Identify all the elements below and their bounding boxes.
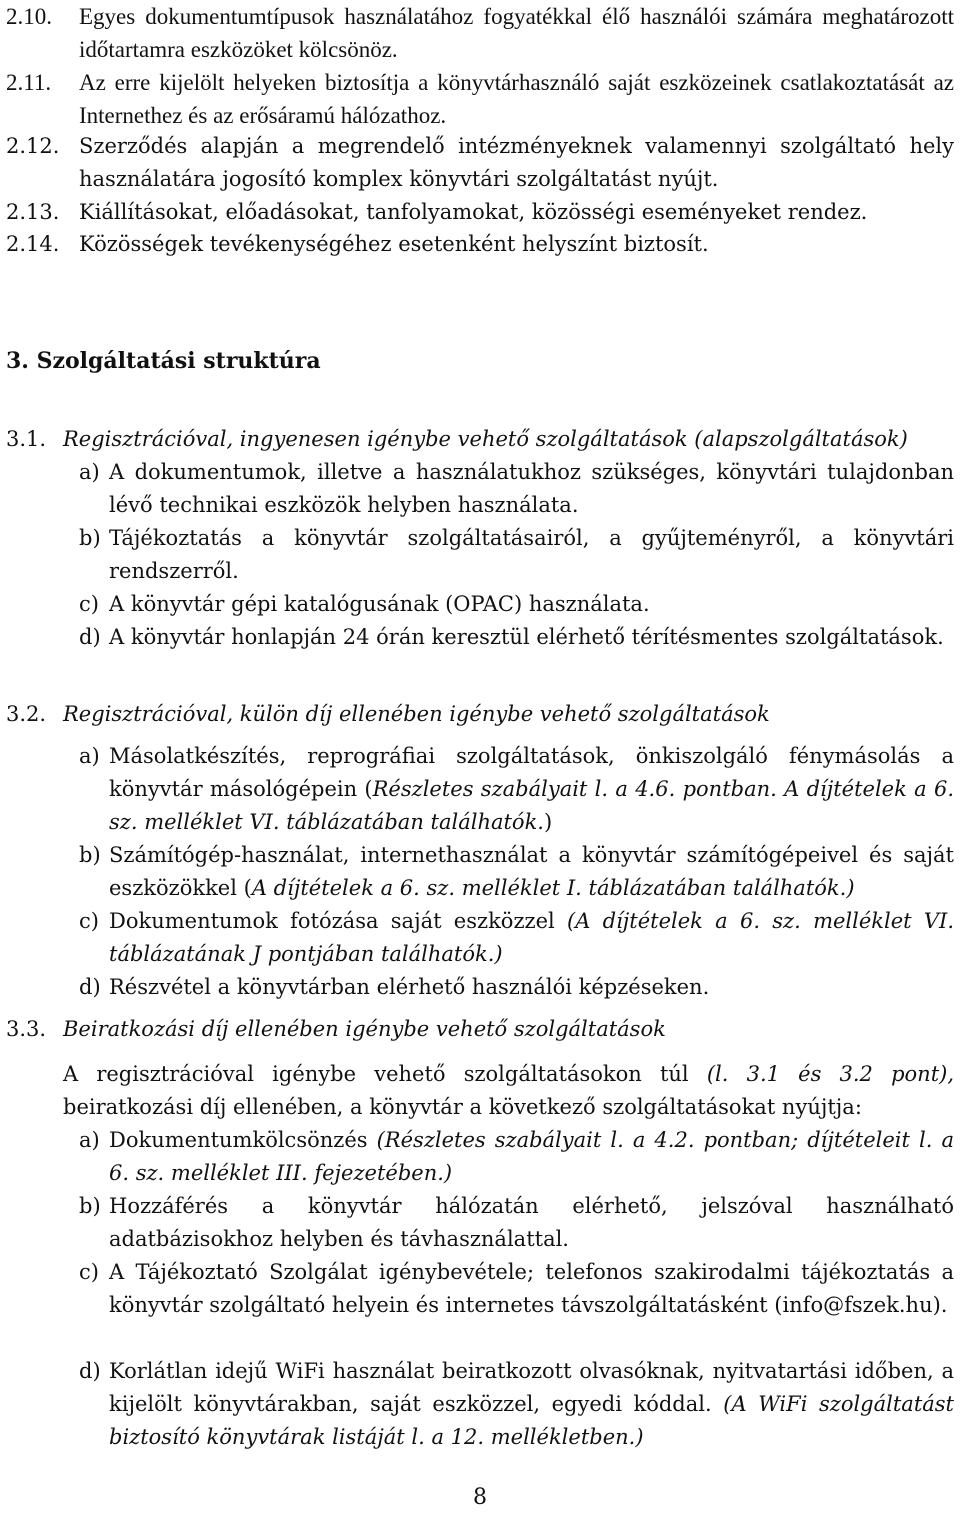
item-label: a) bbox=[79, 1128, 100, 1152]
item-text: Kiállításokat, előadásokat, tanfolyamokat, közösségi eseményeket rendez. bbox=[79, 200, 868, 224]
item-text: Részvétel a könyvtárban elérhető használói képzéseken. bbox=[109, 975, 710, 999]
item-number: 2.10. bbox=[6, 4, 52, 29]
subsection-title: Regisztrációval, ingyenesen igénybe vehető szolgáltatások (alapszolgáltatások) bbox=[63, 427, 908, 451]
item-note: Részletes szabályait l. a 4.6. pontban. A díjtételek a 6. sz. melléklet VI. táblázatában találhatók. bbox=[109, 777, 955, 834]
item-text: Számítógép-használat, internethasználat a könyvtár számítógépeivel és saját eszközökkel (A díjtételek a 6. sz. melléklet I. táblázatában találhatók.) bbox=[109, 843, 954, 900]
item-text: Tájékoztatás a könyvtár szolgáltatásairól, a gyűjteményről, a könyvtári rendszerről. bbox=[109, 526, 954, 583]
item-label: d) bbox=[79, 625, 101, 649]
section-heading: 3. Szolgáltatási struktúra bbox=[6, 348, 321, 374]
item-text: Dokumentumok fotózása saját eszközzel (A díjtételek a 6. sz. melléklet VI. táblázatának J pontjában találhatók.) bbox=[109, 909, 954, 966]
item-text: A könyvtár gépi katalógusának (OPAC) használata. bbox=[109, 592, 650, 616]
page-number: 8 bbox=[473, 1485, 487, 1510]
subsection-number: 3.1. bbox=[6, 427, 47, 451]
item-text: A könyvtár honlapján 24 órán keresztül elérhető térítésmentes szolgáltatások. bbox=[109, 625, 944, 649]
item-text: Dokumentumkölcsönzés (Részletes szabályait l. a 4.2. pontban; díjtételeit l. a 6. sz. melléklet III. fejezetében.) bbox=[109, 1128, 954, 1185]
subsection-intro: A regisztrációval igénybe vehető szolgáltatásokon túl (l. 3.1 és 3.2 pont), beiratkozási díj ellenében, a könyvtár a következő szolgáltatásokat nyújtja: bbox=[63, 1062, 954, 1119]
item-number: 2.11. bbox=[6, 70, 52, 95]
subsection-title: Regisztrációval, külön díj ellenében igénybe vehető szolgáltatások bbox=[63, 702, 770, 726]
item-number: 2.13. bbox=[6, 200, 60, 224]
item-label: b) bbox=[79, 843, 101, 867]
item-note: (Részletes szabályait l. a 4.2. pontban; díjtételeit l. a 6. sz. melléklet III. fejezetében.) bbox=[109, 1128, 954, 1185]
subsection-title: Beiratkozási díj ellenében igénybe vehető szolgáltatások bbox=[63, 1017, 666, 1041]
item-text: Szerződés alapján a megrendelő intézményeknek valamennyi szolgáltató hely használatára jogosító komplex könyvtári szolgáltatást nyújt. bbox=[79, 134, 954, 191]
subsection-number: 3.3. bbox=[6, 1017, 47, 1041]
item-label: a) bbox=[79, 744, 100, 768]
item-number: 2.12. bbox=[6, 134, 60, 158]
item-label: c) bbox=[79, 592, 99, 616]
item-label: b) bbox=[79, 526, 101, 550]
item-label: c) bbox=[79, 1260, 99, 1284]
item-label: b) bbox=[79, 1194, 101, 1218]
item-number: 2.14. bbox=[6, 232, 60, 256]
item-note: (A WiFi szolgáltatást biztosító könyvtárak listáját l. a 12. mellékletben.) bbox=[109, 1392, 954, 1449]
item-text: Az erre kijelölt helyeken biztosítja a könyvtárhasználó saját eszközeinek csatlakoztatását az Internethez és az erősáramú hálózathoz. bbox=[79, 70, 954, 128]
item-text: A dokumentumok, illetve a használatukhoz szükséges, könyvtári tulajdonban lévő technikai eszközök helyben használata. bbox=[109, 460, 954, 517]
item-text: Egyes dokumentumtípusok használatához fogyatékkal élő használói számára meghatározott időtartamra eszközöket kölcsönöz. bbox=[79, 4, 954, 62]
subsection-number: 3.2. bbox=[6, 702, 47, 726]
item-text: Másolatkészítés, reprográfiai szolgáltatások, önkiszolgáló fénymásolás a könyvtár másológépein (Részletes szabályait l. a 4.6. pontban. A díjtételek a 6. sz. melléklet VI. táblázatában találhatók.) bbox=[109, 744, 955, 834]
item-text: Hozzáférés a könyvtár hálózatán elérhető, jelszóval használható adatbázisokhoz helyben és távhasználattal. bbox=[109, 1194, 954, 1251]
item-text: Korlátlan idejű WiFi használat beiratkozott olvasóknak, nyitvatartási időben, a kijelölt könyvtárakban, saját eszközzel, egyedi kóddal. (A WiFi szolgáltatást biztosító könyvtárak listáját l. a 12. mellékletben.) bbox=[109, 1359, 954, 1449]
item-label: a) bbox=[79, 460, 100, 484]
item-label: d) bbox=[79, 1359, 101, 1383]
item-label: d) bbox=[79, 975, 101, 999]
item-label: c) bbox=[79, 909, 99, 933]
item-note: (A díjtételek a 6. sz. melléklet VI. táblázatának J pontjában találhatók.) bbox=[109, 909, 954, 966]
item-text: A Tájékoztató Szolgálat igénybevétele; telefonos szakirodalmi tájékoztatás a könyvtár szolgáltató helyein és internetes távszolgáltatásként (info@fszek.hu). bbox=[109, 1260, 954, 1317]
item-text: Közösségek tevékenységéhez esetenként helyszínt biztosít. bbox=[79, 232, 709, 256]
intro-note: (l. 3.1 és 3.2 pont), bbox=[706, 1062, 954, 1086]
item-note: A díjtételek a 6. sz. melléklet I. táblázatában találhatók.) bbox=[251, 876, 855, 900]
